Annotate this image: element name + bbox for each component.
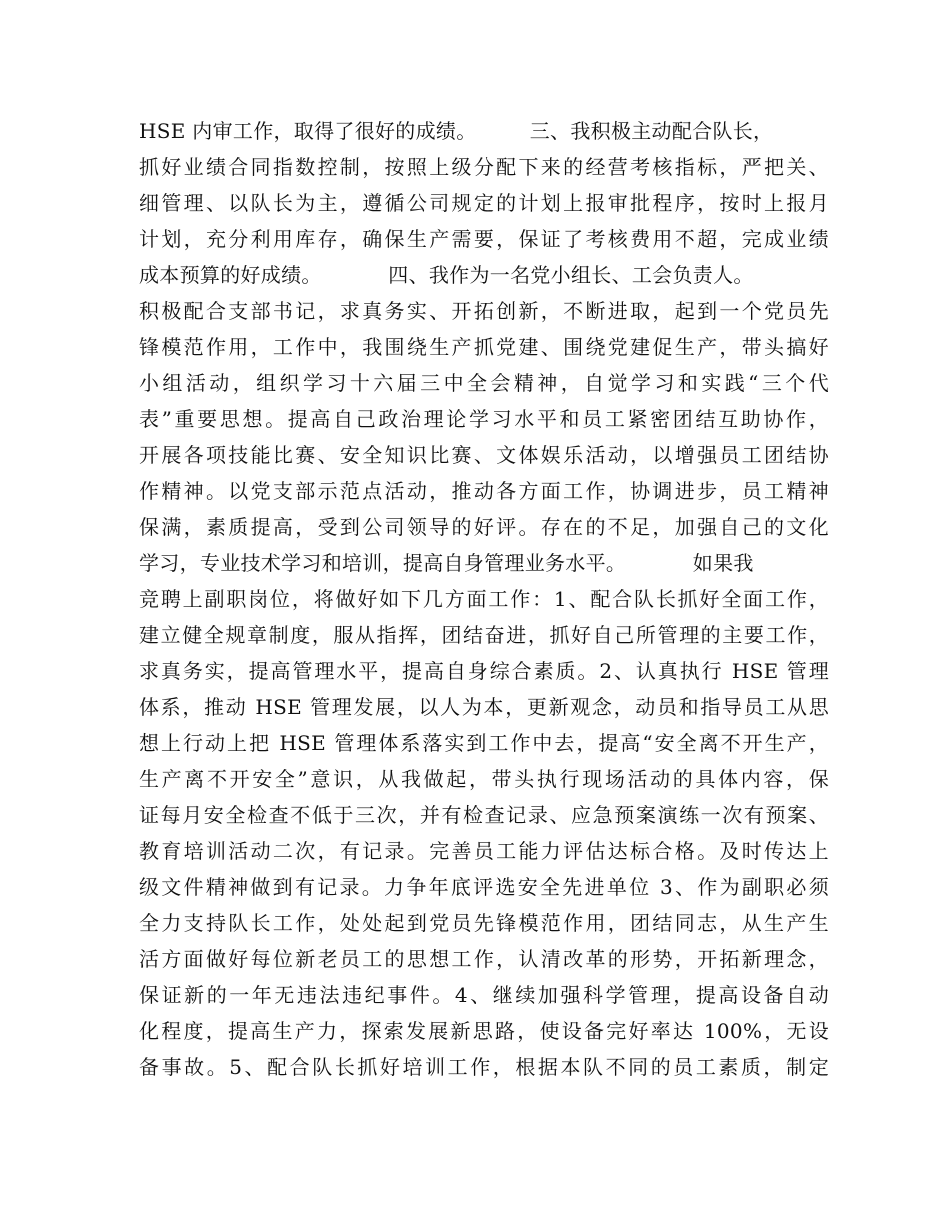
text-line: 备事故。5、配合队长抓好培训工作，根据本队不同的员工素质，制定 [139, 1055, 829, 1079]
text-line: 开展各项技能比赛、安全知识比赛、文体娱乐活动，以增强员工团结协 [139, 443, 829, 467]
text-line: 体系，推动 HSE 管理发展，以人为本，更新观念，动员和指导员工从思 [139, 695, 829, 719]
text-line: 求真务实，提高管理水平，提高自身综合素质。2、认真执行 HSE 管理 [139, 659, 829, 683]
text-line: 成本预算的好成绩。 四、我作为一名党小组长、工会负责人。 [139, 263, 754, 287]
text-line: 细管理、以队长为主，遵循公司规定的计划上报审批程序，按时上报月 [139, 191, 829, 215]
text-line: 想上行动上把 HSE 管理体系落实到工作中去，提高“安全离不开生产， [139, 731, 829, 755]
text-line: 生产离不开安全”意识，从我做起，带头执行现场活动的具体内容，保 [139, 767, 829, 791]
text-line: 表”重要思想。提高自己政治理论学习水平和员工紧密团结互助协作， [139, 407, 829, 431]
text-line: 学习，专业技术学习和培训，提高自身管理业务水平。 如果我 [139, 551, 754, 575]
text-line: HSE 内审工作，取得了很好的成绩。 三、我积极主动配合队长， [139, 119, 774, 143]
text-line: 教育培训活动二次，有记录。完善员工能力评估达标合格。及时传达上 [139, 839, 829, 863]
text-line: 全力支持队长工作，处处起到党员先锋模范作用，团结同志，从生产生 [139, 911, 829, 935]
text-line: 作精神。以党支部示范点活动，推动各方面工作，协调进步，员工精神 [139, 479, 829, 503]
text-line: 计划，充分利用库存，确保生产需要，保证了考核费用不超，完成业绩 [139, 227, 829, 251]
text-line: 锋模范作用，工作中，我围绕生产抓党建、围绕党建促生产，带头搞好 [139, 335, 829, 359]
text-line: 保证新的一年无违法违纪事件。4、继续加强科学管理，提高设备自动 [139, 983, 829, 1007]
body-text [139, 113, 829, 1085]
text-line: 化程度，提高生产力，探索发展新思路，使设备完好率达 100%，无设 [139, 1019, 829, 1043]
text-line: 建立健全规章制度，服从指挥，团结奋进，抓好自己所管理的主要工作， [139, 623, 829, 647]
text-line: 小组活动，组织学习十六届三中全会精神，自觉学习和实践“三个代 [139, 371, 829, 395]
text-line: 保满，素质提高，受到公司领导的好评。存在的不足，加强自己的文化 [139, 515, 829, 539]
text-line: 证每月安全检查不低于三次，并有检查记录、应急预案演练一次有预案、 [139, 803, 829, 827]
text-line: 竞聘上副职岗位，将做好如下几方面工作：1、配合队长抓好全面工作， [139, 587, 829, 611]
text-line: 抓好业绩合同指数控制，按照上级分配下来的经营考核指标，严把关、 [139, 155, 829, 179]
text-line: 级文件精神做到有记录。力争年底评选安全先进单位 3、作为副职必须 [139, 875, 829, 899]
text-line: 积极配合支部书记，求真务实、开拓创新，不断进取，起到一个党员先 [139, 299, 829, 323]
text-line: 活方面做好每位新老员工的思想工作，认清改革的形势，开拓新理念， [139, 947, 829, 971]
